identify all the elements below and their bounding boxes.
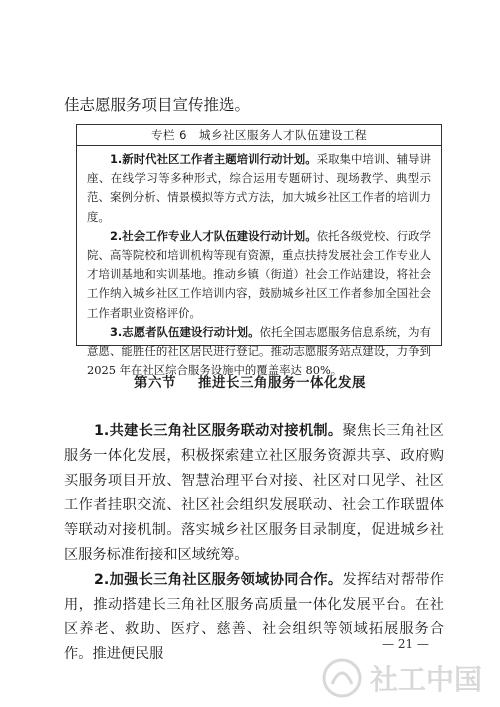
paragraph-heading: 2.加强长三角社区服务领域协同合作。 [94,571,343,588]
column-item-text: 采取集中培训、辅导讲座、在线学习等多种形式，综合运用专题研讨、现场教学、典型示范、案例分析、情景模拟等方式方法，加大城乡社区工作者的培训力度。 [87,152,431,224]
column-item-heading: 1.新时代社区工作者主题培训行动计划。 [110,152,317,166]
paragraph-2 [64,568,444,667]
column-item-1 [87,150,431,227]
section-title: 推进长三角服务一体化发展 [198,375,366,391]
column-item-3 [87,323,431,381]
column-item-2 [87,227,431,323]
column-item-text: 依托全国志愿服务信息系统，为有意愿、能胜任的社区居民进行登记。推动志愿服务站点建设，力争到 2025 年在社区综合服务设施中的覆盖率达 80%。 [87,324,431,378]
column-title: 专栏 6 城乡社区服务人才队伍建设工程 [77,125,441,146]
section-heading [0,374,500,392]
body-text [64,419,444,667]
page-number: — 21 — [382,637,429,651]
paragraph-text: 发挥结对帮带作用，推动搭建长三角社区服务高质量一体化发展平台。在社区养老、救助、医疗、慈善、社会组织等领域拓展服务合作。推进便民服 [64,571,444,663]
column-body [77,146,441,380]
watermark-logo [318,654,496,702]
column-item-text: 依托各级党校、行政学院、高等院校和培训机构等现有资源，重点扶持发展社会工作专业人才培训基地和实训基地。推动乡镇（街道）社会工作站建设，将社会工作纳入城乡社区工作培训内容，鼓励城乡社区工作者参加全国社会工作者职业资格评价。 [87,228,431,320]
continued-line: 佳志愿服务项目宣传推选。 [64,96,251,114]
special-column-box [76,124,442,378]
section-number: 第六节 [134,375,176,391]
paragraph-heading: 1.共建长三角社区服务联动对接机制。 [94,423,343,439]
column-item-heading: 3.志愿者队伍建设行动计划。 [110,324,260,339]
watermark-text: 社工中国 [370,663,483,696]
paragraph-1 [64,419,444,568]
column-item-heading: 2.社会工作专业人才队伍建设行动计划。 [110,228,317,243]
paragraph-text: 聚焦长三角社区服务一体化发展，积极探索建立社区服务资源共享、政府购买服务项目开放、智慧治理平台对接、社区对口见学、社区工作者挂职交流、社区社会组织发展联动、社会工作联盟体等联动对接机制。落实城乡社区服务目录制度，促进城乡社区服务标准衔接和区域统筹。 [64,423,444,563]
